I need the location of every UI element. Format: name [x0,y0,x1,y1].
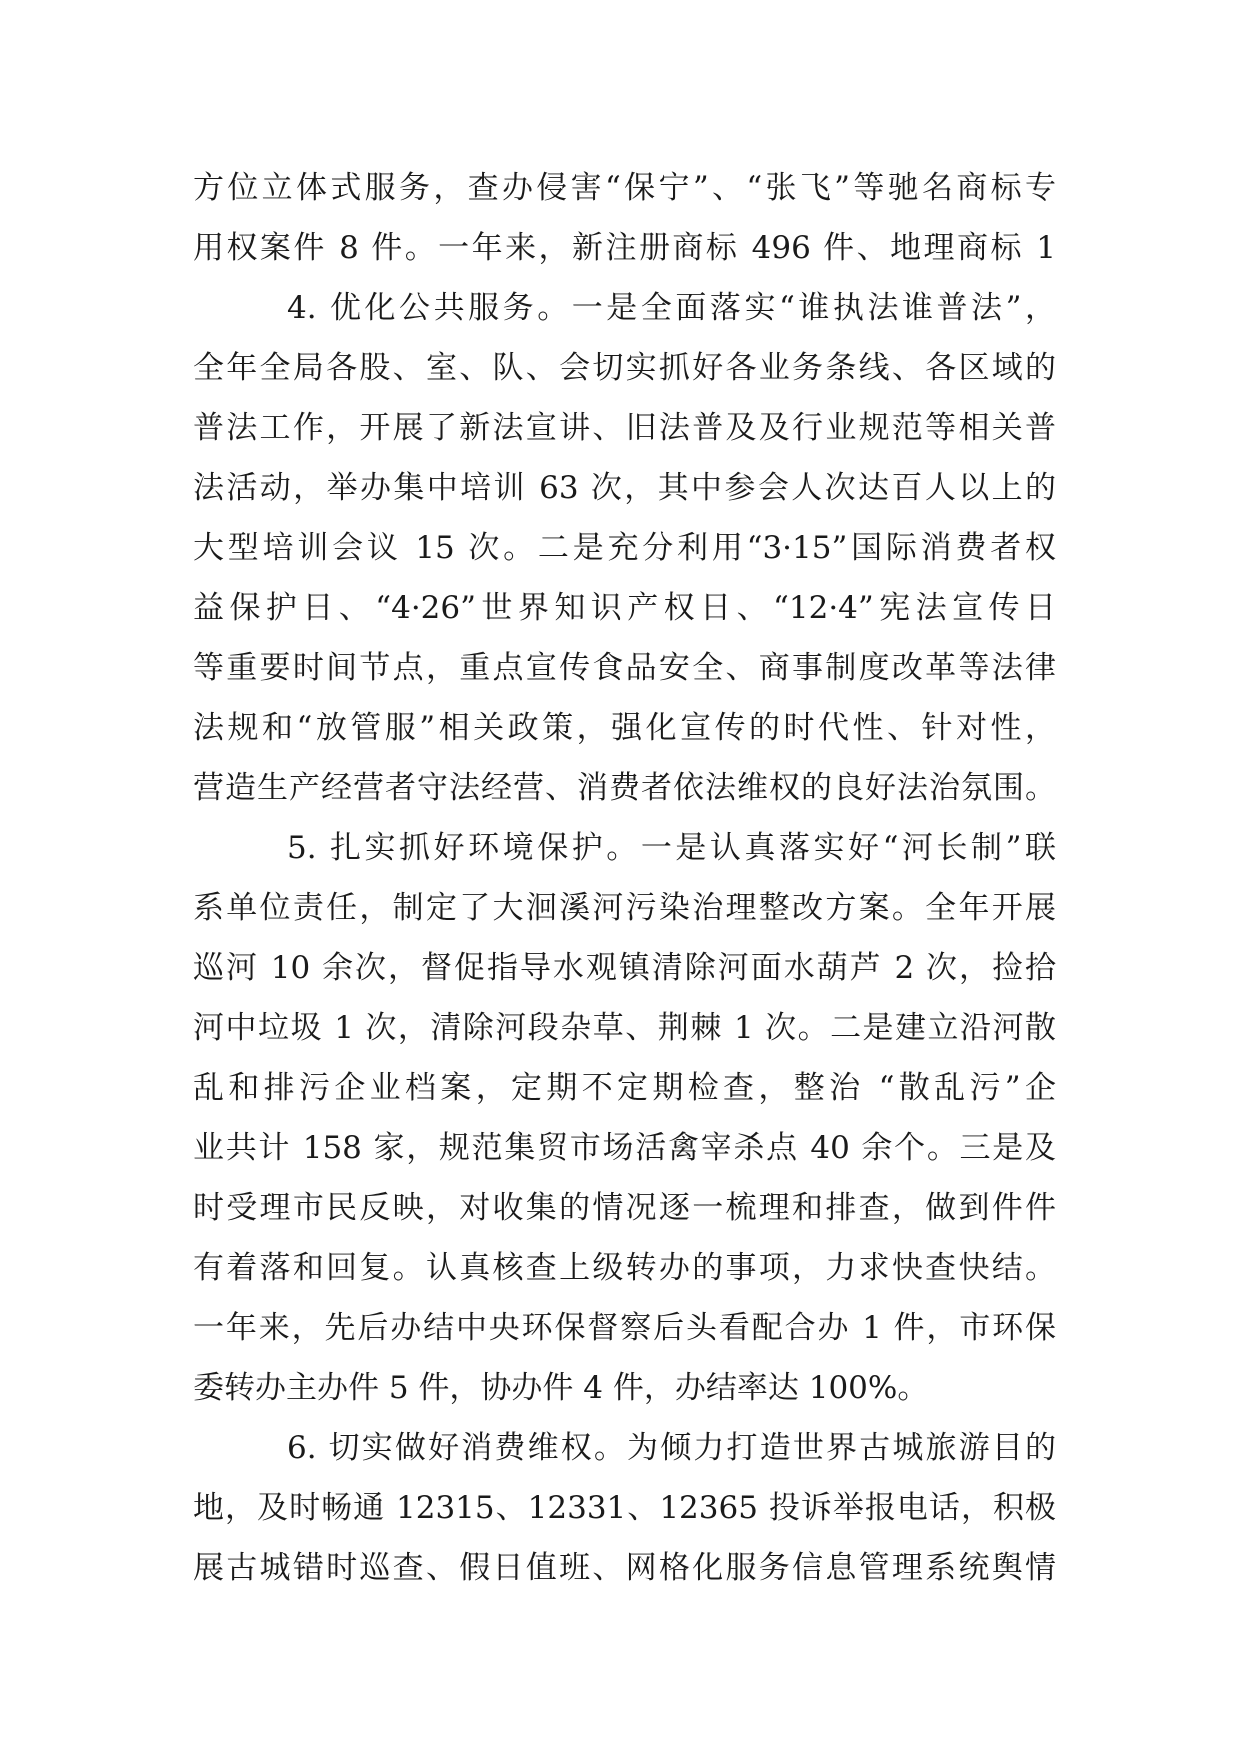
text-line: 巡河 10 余次，督促指导水观镇清除河面水葫芦 2 次，捡拾 [193,950,1056,986]
text-line: 法活动，举办集中培训 63 次，其中参会人次达百人以上的 [193,470,1056,506]
paragraph-public-service [193,278,1056,818]
text-line: 有着落和回复。认真核查上级转办的事项，力求快查快结。 [193,1250,1056,1286]
text-line: 时受理市民反映，对收集的情况逐一梳理和排查，做到件件 [193,1190,1056,1226]
text-line: 系单位责任，制定了大洄溪河污染治理整改方案。全年开展 [193,890,1056,926]
text-line: 一年来，先后办结中央环保督察后头看配合办 1 件，市环保 [193,1310,1056,1346]
text-line: 5. 扎实抓好环境保护。一是认真落实好“河长制”联 [287,830,1056,866]
paragraph-consumer-rights [193,1418,1056,1598]
text-line: 乱和排污企业档案，定期不定期检查，整治 “散乱污”企 [193,1070,1056,1106]
paragraph-environment-protection [193,818,1056,1418]
paragraph-trademark-continuation [193,158,1056,278]
text-line: 6. 切实做好消费维权。为倾力打造世界古城旅游目的 [287,1430,1056,1466]
text-line: 河中垃圾 1 次，清除河段杂草、荆棘 1 次。二是建立沿河散 [193,1010,1056,1046]
text-line: 地，及时畅通 12315、12331、12365 投诉举报电话，积极 [193,1490,1056,1526]
text-line: 全年全局各股、室、队、会切实抓好各业务条线、各区域的 [193,350,1056,386]
text-line: 用权案件 8 件。一年来，新注册商标 496 件、地理商标 1 [193,230,1056,266]
text-line: 大型培训会议 15 次。二是充分利用“3·15”国际消费者权 [193,530,1056,566]
text-line: 4. 优化公共服务。一是全面落实“谁执法谁普法”， [287,290,1056,326]
text-line: 营造生产经营者守法经营、消费者依法维权的良好法治氛围。 [193,770,1056,806]
text-line: 普法工作，开展了新法宣讲、旧法普及及行业规范等相关普 [193,410,1056,446]
text-line: 展古城错时巡查、假日值班、网格化服务信息管理系统舆情 [193,1550,1056,1586]
text-line: 法规和“放管服”相关政策，强化宣传的时代性、针对性， [193,710,1056,746]
document-page [193,158,1056,1598]
text-line: 益保护日、“4·26”世界知识产权日、“12·4”宪法宣传日 [193,590,1056,626]
text-line: 方位立体式服务，查办侵害“保宁”、“张飞”等驰名商标专 [193,170,1056,206]
text-line: 等重要时间节点，重点宣传食品安全、商事制度改革等法律 [193,650,1056,686]
text-line: 委转办主办件 5 件，协办件 4 件，办结率达 100%。 [193,1370,929,1406]
text-line: 业共计 158 家，规范集贸市场活禽宰杀点 40 余个。三是及 [193,1130,1056,1166]
